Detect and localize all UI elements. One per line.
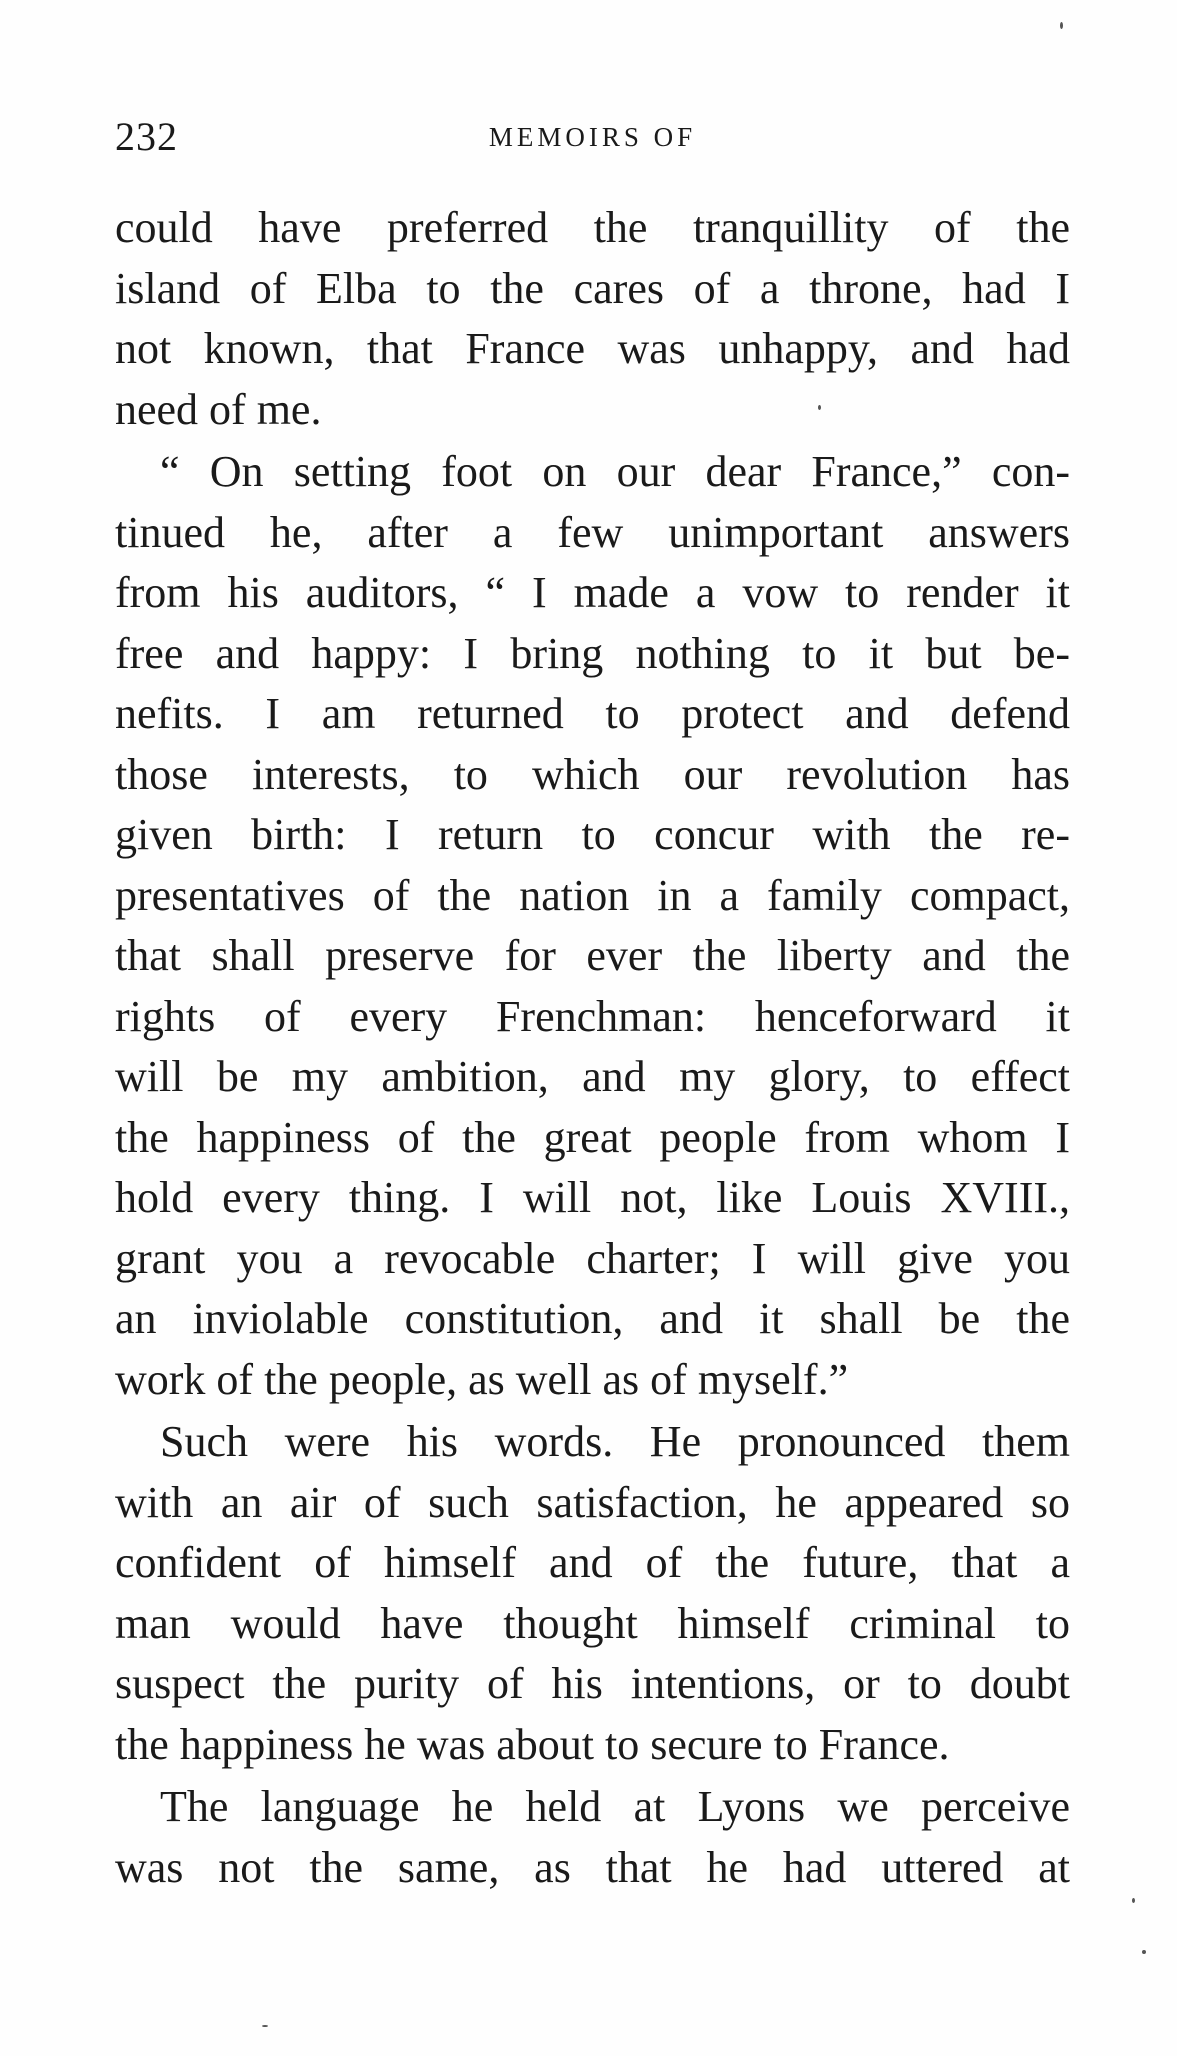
paragraph (115, 1412, 1070, 1775)
text-line: need of me. (115, 384, 322, 434)
text-line: hold every thing. I will not, like Louis XVIII., (115, 1173, 1070, 1222)
text-line: tinued he, after a few unimportant answers (115, 507, 1070, 557)
paragraph (115, 442, 1070, 1410)
paragraph (115, 1777, 1070, 1898)
text-line: could have preferred the tranquillity of the (115, 203, 1070, 252)
text-line: work of the people, as well as of myself.” (115, 1354, 849, 1404)
text-line: grant you a revocable charter; I will give you (115, 1233, 1070, 1283)
paper-speck (818, 405, 821, 410)
paper-speck (262, 2025, 268, 2027)
running-title: MEMOIRS OF (488, 122, 697, 152)
text-line: will be my ambition, and my glory, to effect (115, 1052, 1070, 1101)
paper-speck (1060, 22, 1063, 29)
text-line: was not the same, as that he had uttered at (115, 1842, 1070, 1892)
text-line: that shall preserve for ever the liberty and the (115, 931, 1070, 980)
text-line: Such were his words. He pronounced them (160, 1417, 1070, 1466)
text-line: presentatives of the nation in a family compact, (115, 870, 1070, 920)
paragraph (115, 198, 1070, 440)
body-text (115, 198, 1070, 1898)
text-line: man would have thought himself criminal to (115, 1598, 1070, 1648)
text-line: those interests, to which our revolution has (115, 749, 1070, 799)
text-line: from his auditors, “ I made a vow to render it (115, 568, 1070, 617)
text-line: an inviolable constitution, and it shall be the (115, 1294, 1070, 1343)
text-line: the happiness he was about to secure to France. (115, 1719, 950, 1769)
text-line: with an air of such satisfaction, he appeared so (115, 1477, 1070, 1527)
text-line: suspect the purity of his intentions, or to doubt (115, 1659, 1070, 1708)
text-line: given birth: I return to concur with the re- (115, 810, 1070, 859)
running-head (115, 112, 1070, 162)
text-line: free and happy: I bring nothing to it but be- (115, 628, 1070, 678)
page-number: 232 (115, 114, 178, 159)
paper-speck (1142, 1950, 1146, 1954)
text-line: The language he held at Lyons we perceive (160, 1782, 1070, 1831)
text-line: the happiness of the great people from whom I (115, 1112, 1070, 1162)
text-line: rights of every Frenchman: henceforward it (115, 991, 1070, 1041)
text-line: “ On setting foot on our dear France,” con- (160, 447, 1070, 496)
text-line: confident of himself and of the future, that a (115, 1538, 1070, 1587)
text-line: not known, that France was unhappy, and had (115, 324, 1070, 373)
paper-speck (1132, 1898, 1135, 1903)
text-line: nefits. I am returned to protect and defend (115, 689, 1070, 738)
text-line: island of Elba to the cares of a throne, had I (115, 263, 1070, 313)
